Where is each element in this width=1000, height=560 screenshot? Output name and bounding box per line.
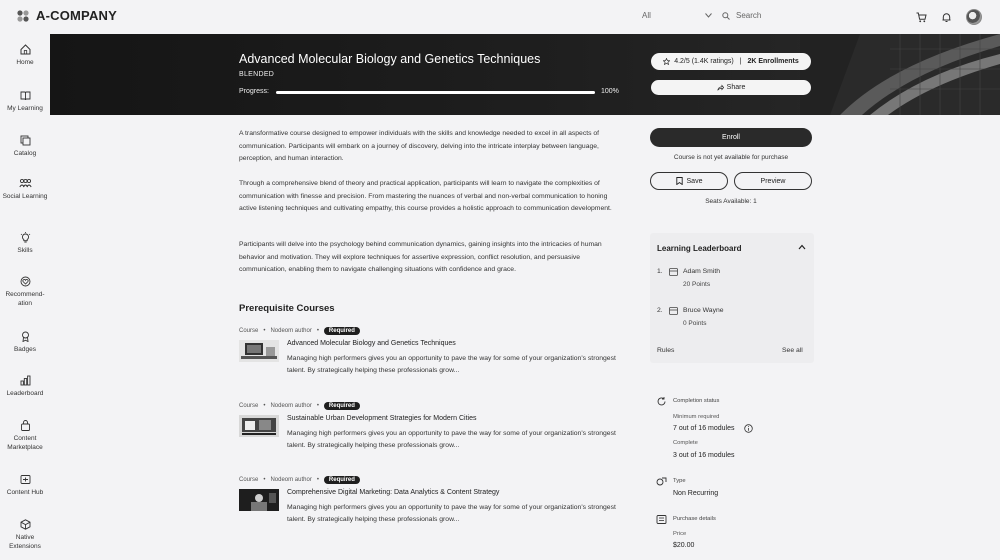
description-paragraph: Participants will delve into the psychology behind communication dynamics, gaining insights into the intricacies of human behavior and motivation. They will explore techniques for assertive expression, conflict resolution, and persuasive communication, enabling them to navigate challenging situations with confidence and grace.: [239, 241, 602, 273]
description-paragraph: A transformative course designed to empower individuals with the skills and knowledge needed to excel in all aspects of communication. Participants will embark on a journey of discovery, delving into the intricate interplay between language, perception, and human interaction.: [239, 130, 600, 162]
course-hero-banner: [50, 34, 1000, 115]
course-author: Nodeom author: [270, 328, 312, 334]
bell-icon[interactable]: [941, 12, 952, 23]
course-author: Nodeom author: [270, 477, 312, 483]
completion-status-block: [656, 396, 806, 466]
course-thumbnail: [239, 415, 279, 437]
badge-icon: [20, 331, 31, 342]
course-meta: [239, 401, 629, 411]
sidebar-item-label: Catalog: [13, 150, 37, 157]
required-badge: Required: [324, 327, 360, 335]
top-bar: [0, 0, 1000, 34]
user-icon: [669, 268, 678, 276]
leaderboard-points: 0 Points: [683, 320, 707, 327]
course-meta: [239, 475, 629, 485]
course-thumbnail: [239, 340, 279, 362]
filter-value: All: [642, 11, 651, 20]
required-badge: Required: [324, 402, 360, 410]
description-paragraph: Through a comprehensive blend of theory and practical application, participants will learn to navigate the complexities of communication with finesse and precision. From mastering the nuances of verbal and non-verbal communication to honing active listening techniques and cultivating empathy, this course provides a holistic approach to communication development.: [239, 180, 612, 212]
meta-dot: •: [263, 328, 266, 334]
sidebar-item-label: Content Hub: [6, 489, 44, 496]
sidebar-item-label: Content Marketplace: [7, 435, 43, 451]
sidebar-item-label: Badges: [13, 346, 37, 353]
brand-logo[interactable]: [16, 8, 117, 23]
price-value: $20.00: [673, 542, 695, 549]
sidebar-item-home[interactable]: [0, 44, 50, 67]
people-icon: [19, 178, 32, 189]
sidebar-item-label: Recommend-ation: [5, 291, 45, 307]
leaderboard-rank: 2.: [657, 307, 663, 314]
chevron-up-icon[interactable]: [798, 244, 806, 250]
learning-leaderboard: [650, 233, 814, 363]
prerequisite-course-card[interactable]: [239, 326, 629, 378]
leaderboard-points: 20 Points: [683, 281, 711, 288]
sidebar-item-content-marketplace[interactable]: [0, 420, 50, 452]
top-actions: [916, 9, 982, 25]
hero-architecture-image: [800, 34, 1000, 115]
leaderboard-title: Learning Leaderboard: [657, 244, 742, 253]
prerequisite-course-card[interactable]: [239, 475, 629, 527]
sidebar-item-leaderboard[interactable]: [0, 375, 50, 398]
sidebar-item-label: Skills: [17, 247, 33, 254]
course-summary: Managing high performers gives you an opportunity to pave the way for some of your organization's strongest talent. By strategically helping these professionals grow...: [287, 355, 616, 374]
rating-enrollment-pill: [651, 53, 811, 70]
course-summary: Managing high performers gives you an opportunity to pave the way for some of your organization's strongest talent. By strategically helping these professionals grow...: [287, 504, 616, 523]
minimum-value: 7 out of 16 modules: [673, 425, 735, 432]
course-summary: Managing high performers gives you an opportunity to pave the way for some of your organization's strongest talent. By strategically helping these professionals grow...: [287, 430, 616, 449]
type-value: Non Recurring: [673, 490, 719, 497]
leaderboard-name: Adam Smith: [683, 268, 721, 275]
availability-note: Course is not yet available for purchase: [673, 154, 789, 161]
type-block: [656, 476, 806, 504]
leaderboard-icon: [20, 375, 31, 386]
sidebar-item-native-extensions[interactable]: [0, 519, 50, 551]
meta-dot: •: [316, 403, 319, 409]
leaderboard-name: Bruce Wayne: [683, 307, 724, 314]
sidebar-item-label: Home: [16, 59, 34, 66]
complete-label: Complete: [673, 440, 698, 446]
course-body: [239, 487, 629, 527]
complete-value: 3 out of 16 modules: [673, 452, 735, 459]
share-label: Share: [726, 84, 746, 91]
receipt-icon: [656, 514, 667, 525]
required-badge: Required: [324, 476, 360, 484]
course-title-link[interactable]: Advanced Molecular Biology and Genetics Techniques: [287, 340, 456, 347]
meta-dot: •: [263, 477, 266, 483]
minimum-label: Minimum required: [673, 414, 720, 420]
sidebar-item-label: Social Learning: [2, 193, 48, 200]
completion-label: Completion status: [673, 398, 720, 404]
course-thumbnail: [239, 489, 279, 511]
marketplace-icon: [20, 420, 31, 431]
extensions-icon: [20, 519, 31, 530]
search-input[interactable]: [722, 11, 761, 20]
sidebar-item-label: Native Extensions: [9, 534, 41, 550]
content-hub-icon: [20, 474, 31, 485]
prerequisite-section-title: Prerequisite Courses: [239, 303, 335, 314]
refresh-icon: [656, 396, 667, 407]
course-title: Advanced Molecular Biology and Genetics Techniques: [239, 52, 541, 66]
type-label: Type: [673, 478, 686, 484]
user-avatar[interactable]: [966, 9, 982, 25]
search-icon: [722, 12, 730, 20]
save-label: Save: [686, 177, 703, 185]
purchase-details-block: [656, 514, 806, 560]
see-all-link[interactable]: See all: [782, 347, 803, 354]
preview-button[interactable]: Preview: [734, 172, 812, 190]
rules-link[interactable]: Rules: [657, 347, 675, 354]
course-type-label: BLENDED: [239, 71, 275, 78]
catalog-icon: [20, 135, 31, 146]
sidebar-item-label: My Learning: [7, 105, 43, 112]
sidebar-item-label: Leaderboard: [6, 390, 44, 397]
enroll-button[interactable]: Enroll: [650, 128, 812, 147]
sidebar-item-badges[interactable]: [0, 331, 50, 354]
brand-name: A-COMPANY: [36, 8, 117, 23]
share-icon: [717, 84, 724, 91]
bookmark-icon: [676, 177, 683, 185]
purchase-label: Purchase details: [673, 516, 716, 522]
search-placeholder: Search: [736, 11, 762, 20]
recommendation-icon: [20, 276, 31, 287]
sidebar-item-skills[interactable]: [0, 232, 50, 255]
sidebar-item-social-learning[interactable]: [0, 178, 50, 201]
progress-label: Progress:: [239, 88, 269, 95]
meta-dot: •: [263, 403, 266, 409]
leaderboard-rank: 1.: [657, 268, 663, 275]
sidebar-item-recommendation[interactable]: [0, 276, 50, 308]
pill-divider: |: [737, 58, 744, 65]
logo-icon: [16, 9, 30, 23]
course-kind: Course: [239, 477, 259, 483]
type-icon: [656, 476, 667, 487]
course-body: [239, 413, 629, 453]
share-button[interactable]: [651, 80, 811, 95]
rating-text: 4.2/5 (1.4K ratings): [674, 58, 734, 65]
course-kind: Course: [239, 403, 259, 409]
enrollments-text: 2K Enrollments: [747, 58, 799, 65]
home-icon: [20, 44, 31, 55]
save-button[interactable]: [650, 172, 728, 190]
sidebar-item-content-hub[interactable]: [0, 474, 50, 497]
meta-dot: •: [316, 477, 319, 483]
sidebar-item-my-learning[interactable]: [0, 90, 50, 113]
chevron-down-icon: [705, 13, 712, 18]
meta-dot: •: [316, 328, 319, 334]
course-body: [239, 338, 629, 378]
catalog-filter-select[interactable]: [642, 11, 712, 20]
course-kind: Course: [239, 328, 259, 334]
progress-percent: 100%: [601, 88, 619, 95]
sidebar: [0, 34, 50, 560]
course-title-link[interactable]: Comprehensive Digital Marketing: Data Analytics & Content Strategy: [287, 489, 500, 496]
user-icon: [669, 307, 678, 315]
info-icon[interactable]: [744, 424, 753, 433]
price-label: Price: [673, 531, 687, 537]
course-title-link[interactable]: Sustainable Urban Development Strategies for Modern Cities: [287, 415, 477, 422]
course-author: Nodeom author: [270, 403, 312, 409]
course-meta: [239, 326, 629, 336]
progress-bar: [276, 91, 595, 94]
sidebar-item-catalog[interactable]: [0, 135, 50, 158]
seats-available: Seats Available: 1: [705, 198, 757, 205]
bulb-icon: [20, 232, 31, 243]
cart-icon[interactable]: [916, 12, 927, 23]
prerequisite-course-card[interactable]: [239, 401, 629, 453]
star-icon: [663, 58, 670, 65]
book-icon: [20, 90, 31, 101]
